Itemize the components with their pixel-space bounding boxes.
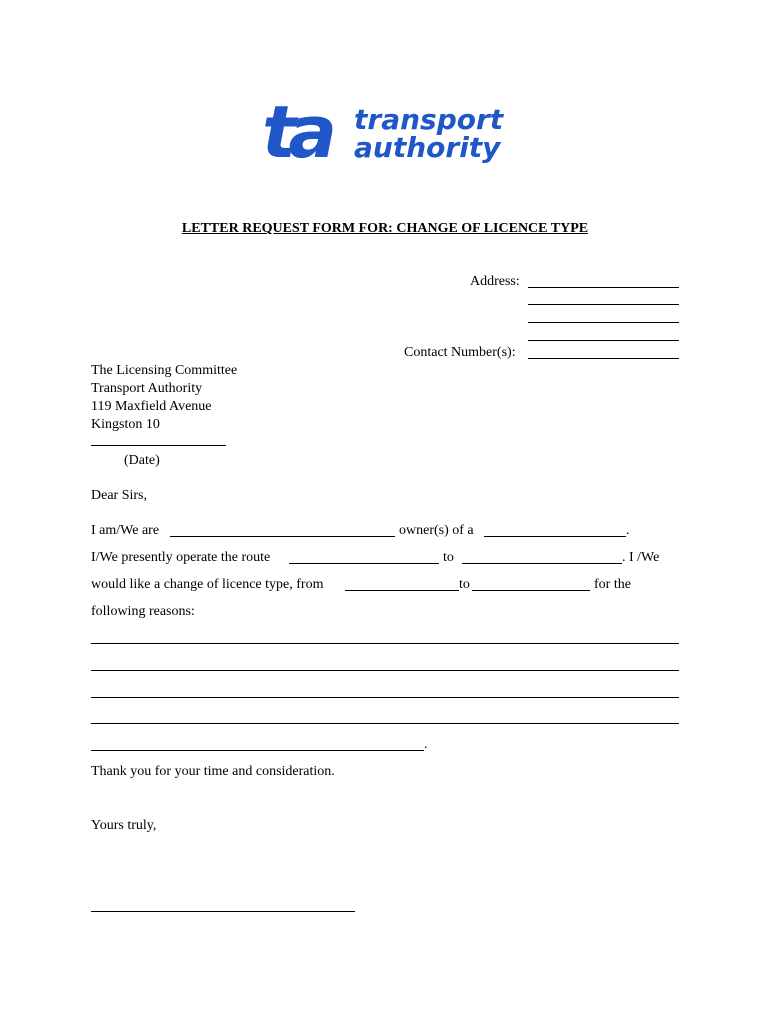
transport-authority-logo (258, 93, 513, 166)
route-end-text: . I /We (622, 550, 660, 565)
address-line-3[interactable] (528, 322, 679, 323)
route-from-line[interactable] (289, 563, 439, 564)
reason-line-4[interactable] (91, 723, 679, 724)
address-label: Address: (470, 274, 520, 289)
salutation: Dear Sirs, (91, 488, 147, 503)
licence-to-text: to (459, 577, 470, 592)
recipient-line-1: The Licensing Committee (91, 363, 238, 378)
recipient-line-2: Transport Authority (91, 381, 203, 396)
route-text: I/We presently operate the route (91, 550, 271, 565)
recipient-line-3: 119 Maxfield Avenue (91, 399, 212, 414)
signature-line[interactable] (91, 911, 355, 912)
date-label: (Date) (124, 453, 160, 468)
contact-number-line[interactable] (528, 358, 679, 359)
address-line-1[interactable] (528, 287, 679, 288)
reason-line-2[interactable] (91, 670, 679, 671)
change-text: would like a change of licence type, from (91, 577, 324, 592)
reason-line-5[interactable] (91, 750, 424, 751)
address-line-2[interactable] (528, 304, 679, 305)
licence-to-line[interactable] (472, 590, 590, 591)
reason-line-3[interactable] (91, 697, 679, 698)
for-the-text: for the (594, 577, 631, 592)
route-to-text: to (443, 550, 454, 565)
route-to-line[interactable] (462, 563, 622, 564)
logo-line-transport: transport (354, 103, 504, 136)
address-line-4[interactable] (528, 340, 679, 341)
reasons-label: following reasons: (91, 604, 195, 619)
logo-line-authority: authority (354, 131, 501, 164)
reason-line-1[interactable] (91, 643, 679, 644)
signoff-text: Yours truly, (91, 818, 157, 833)
thanks-text: Thank you for your time and consideration. (91, 764, 335, 779)
form-title: LETTER REQUEST FORM FOR: CHANGE OF LICENCE TYPE (181, 221, 589, 236)
owner-name-line[interactable] (170, 536, 395, 537)
owner-text: I am/We are (91, 523, 160, 538)
owner-end: . (626, 523, 630, 538)
recipient-line-4: Kingston 10 (91, 417, 160, 432)
date-line[interactable] (91, 445, 226, 446)
licence-from-line[interactable] (345, 590, 459, 591)
vehicle-type-line[interactable] (484, 536, 626, 537)
contact-label: Contact Number(s): (404, 345, 516, 360)
owner-of-text: owner(s) of a (399, 523, 474, 538)
logo-mark: ta (262, 93, 330, 166)
reasons-end: . (424, 737, 428, 752)
